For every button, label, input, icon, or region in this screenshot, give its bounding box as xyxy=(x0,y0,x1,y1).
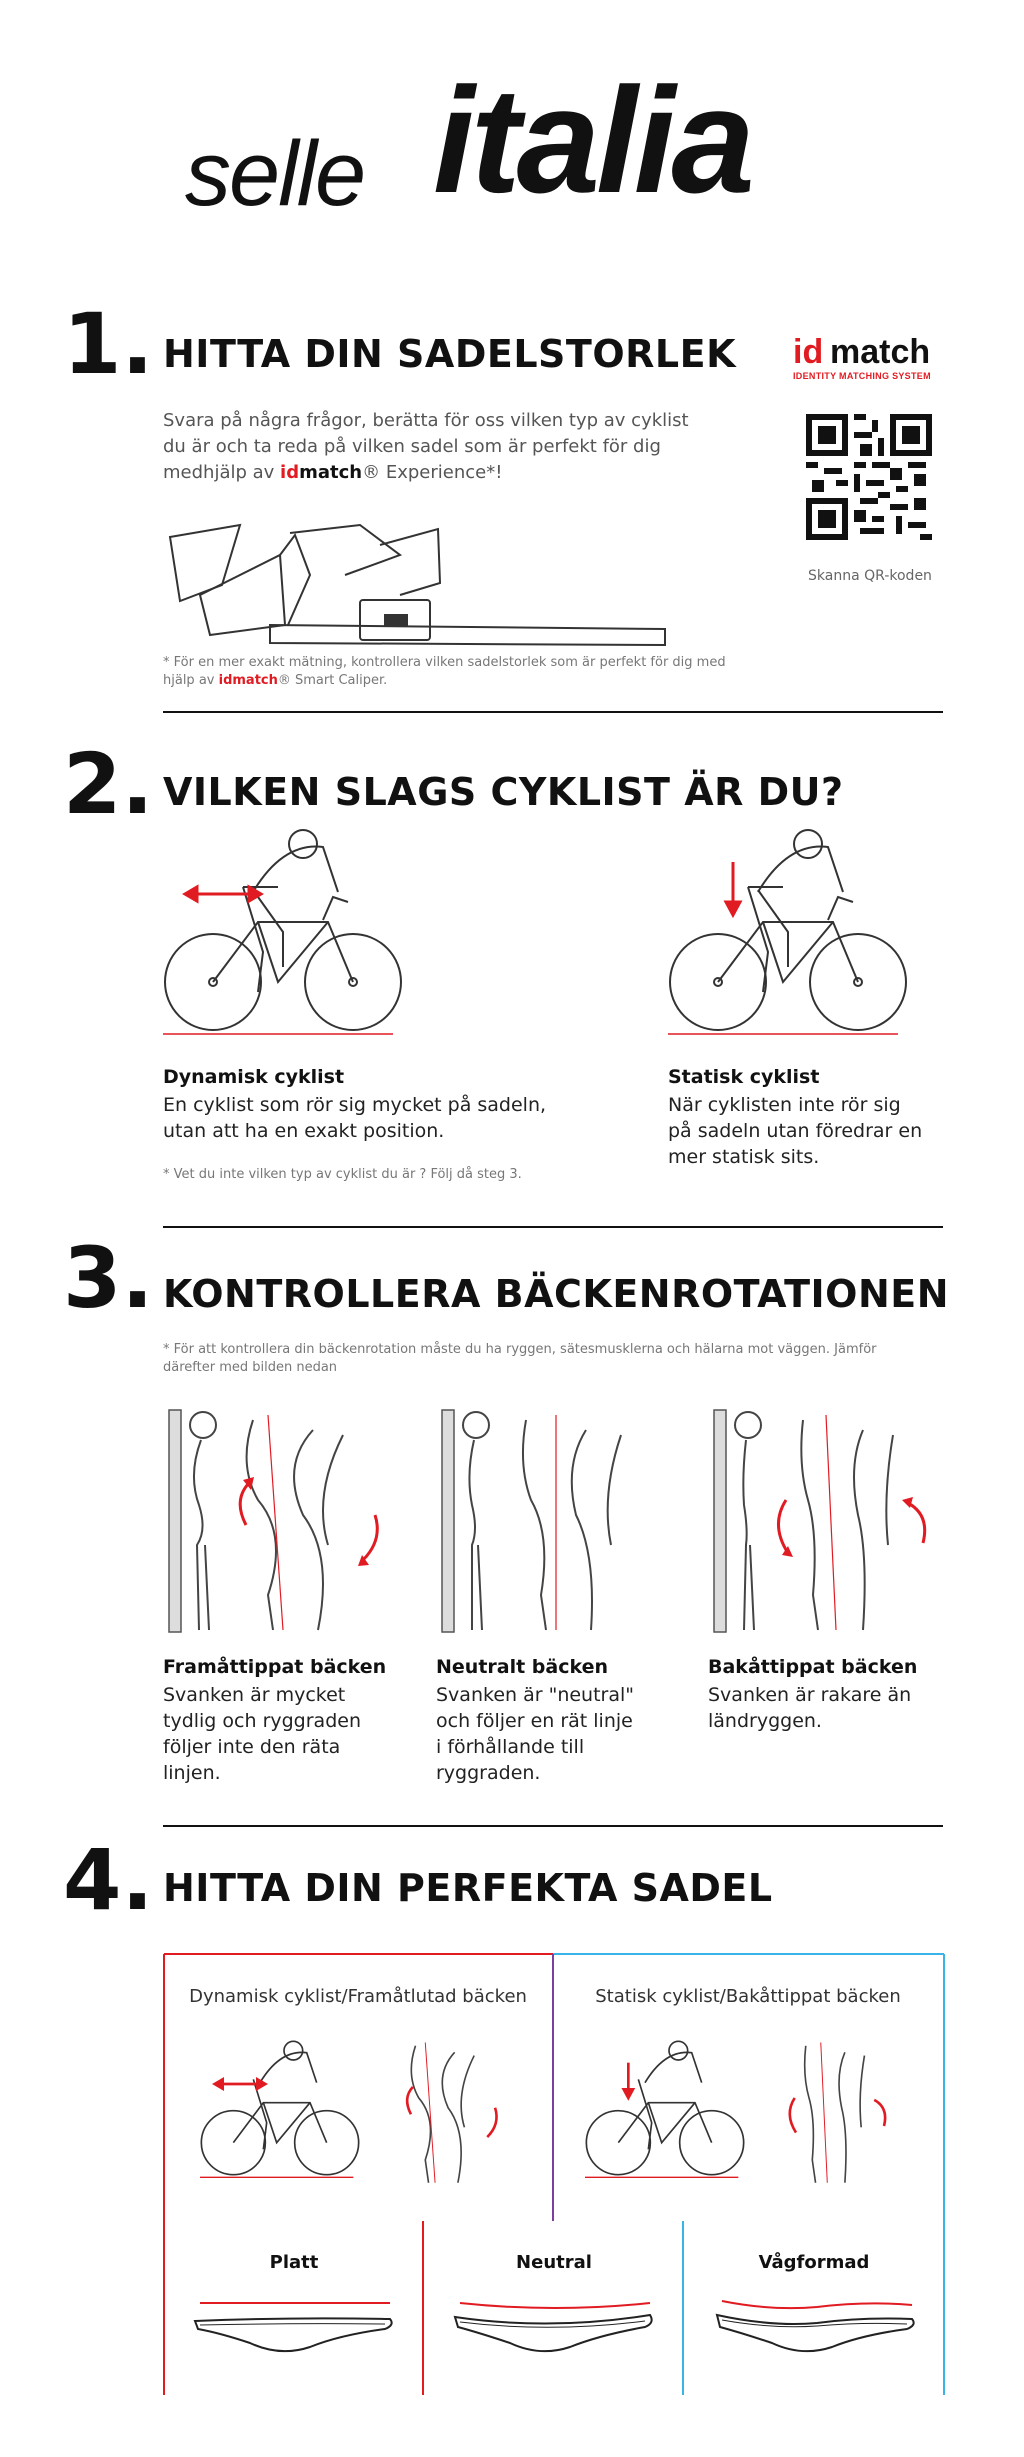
saddle-neutral-icon xyxy=(450,2295,660,2365)
section1-title: HITTA DIN SADELSTORLEK xyxy=(163,332,737,376)
section1-footnote-before: * För en mer exakt mätning, kontrollera vilken sadelstorlek som är perfekt för dig med hjälp av xyxy=(163,655,726,688)
brand-logo xyxy=(185,56,845,232)
saddle-flat-icon xyxy=(190,2295,400,2365)
dynamic-cyclist-title: Dynamisk cyklist xyxy=(163,1066,345,1088)
divider-2 xyxy=(163,1226,943,1228)
qr-code[interactable] xyxy=(806,414,932,540)
section4-title: HITTA DIN PERFEKTA SADEL xyxy=(163,1866,773,1910)
static-cyclist-illustration xyxy=(668,822,908,1047)
matrix-static-cyclist-icon xyxy=(580,2036,750,2186)
neutral-pelvis-illustration xyxy=(436,1405,671,1635)
section3-number: 3. xyxy=(63,1229,154,1327)
brand-logo-selle: selle xyxy=(185,123,365,225)
brand-logo-italia: italia xyxy=(433,56,751,224)
forward-pelvis-illustration xyxy=(163,1405,398,1635)
static-cyclist-text: När cyklisten inte rör sig på sadeln utan föredrar en mer statisk sits. xyxy=(668,1094,923,1168)
caliper-illustration xyxy=(160,515,760,655)
forward-pelvis-text: Svanken är mycket tydlig och ryggraden följer inte den räta linjen. xyxy=(163,1684,361,1784)
saddle-neutral-label: Neutral xyxy=(516,2252,592,2273)
section2-footnote: * Vet du inte vilken typ av cyklist du är ? Följ då steg 3. xyxy=(163,1167,522,1182)
dynamic-cyclist-text: En cyklist som rör sig mycket på sadeln, utan att ha en exakt position. xyxy=(163,1094,547,1142)
section1-intro-before: Svara på några frågor, berätta för oss vilken typ av cyklist du är och ta reda på vilken sadel som är perfekt för dig medhjälp av xyxy=(163,410,689,483)
section1-intro-brand-match: match xyxy=(299,462,363,483)
idmatch-tagline: IDENTITY MATCHING SYSTEM xyxy=(793,371,931,381)
saddle-wave-label: Vågformad xyxy=(758,2252,870,2273)
section4-number: 4. xyxy=(63,1831,154,1929)
section1-footnote-after: ® Smart Caliper. xyxy=(277,673,388,688)
backward-pelvis-title: Bakåttippat bäcken xyxy=(708,1656,918,1678)
idmatch-logo-id: id xyxy=(793,333,824,371)
section1-footnote-brand: idmatch xyxy=(218,673,278,688)
dynamic-cyclist-illustration xyxy=(163,822,403,1047)
matrix-left-label: Dynamisk cyklist/Framåtlutad bäcken xyxy=(189,1986,527,2007)
section2-title: VILKEN SLAGS CYKLIST ÄR DU? xyxy=(163,770,844,814)
saddle-wave-icon xyxy=(712,2295,922,2365)
section1-intro xyxy=(163,408,703,486)
forward-pelvis-title: Framåttippat bäcken xyxy=(163,1656,387,1678)
section1-footnote xyxy=(163,654,733,690)
backward-pelvis-text: Svanken är rakare än ländryggen. xyxy=(708,1684,912,1732)
static-cyclist-title: Statisk cyklist xyxy=(668,1066,820,1088)
section1-number: 1. xyxy=(63,295,154,393)
matrix-dynamic-cyclist-icon xyxy=(195,2036,365,2186)
divider-1 xyxy=(163,711,943,713)
section3-title: KONTROLLERA BÄCKENROTATIONEN xyxy=(163,1272,950,1316)
saddle-flat-label: Platt xyxy=(269,2252,319,2273)
qr-caption: Skanna QR-koden xyxy=(808,568,932,584)
matrix-right-label: Statisk cyklist/Bakåttippat bäcken xyxy=(595,1986,901,2007)
backward-pelvis-illustration xyxy=(708,1405,943,1635)
section3-note: * För att kontrollera din bäckenrotation måste du ha ryggen, sätesmusklerna och hälarna mot väggen. Jämför därefter med bilden nedan xyxy=(163,1342,877,1375)
section2-number: 2. xyxy=(63,735,154,833)
idmatch-logo xyxy=(788,333,948,383)
matrix-backward-pelvis-icon xyxy=(770,2036,910,2186)
section1-intro-after: ® Experience*! xyxy=(362,462,503,483)
neutral-pelvis-text: Svanken är "neutral" och följer en rät linje i förhållande till ryggraden. xyxy=(436,1684,635,1784)
matrix-forward-pelvis-icon xyxy=(383,2036,523,2186)
idmatch-logo-match: match xyxy=(830,333,931,371)
divider-3 xyxy=(163,1825,943,1827)
section1-intro-brand-id: id xyxy=(280,462,300,483)
neutral-pelvis-title: Neutralt bäcken xyxy=(436,1656,609,1678)
